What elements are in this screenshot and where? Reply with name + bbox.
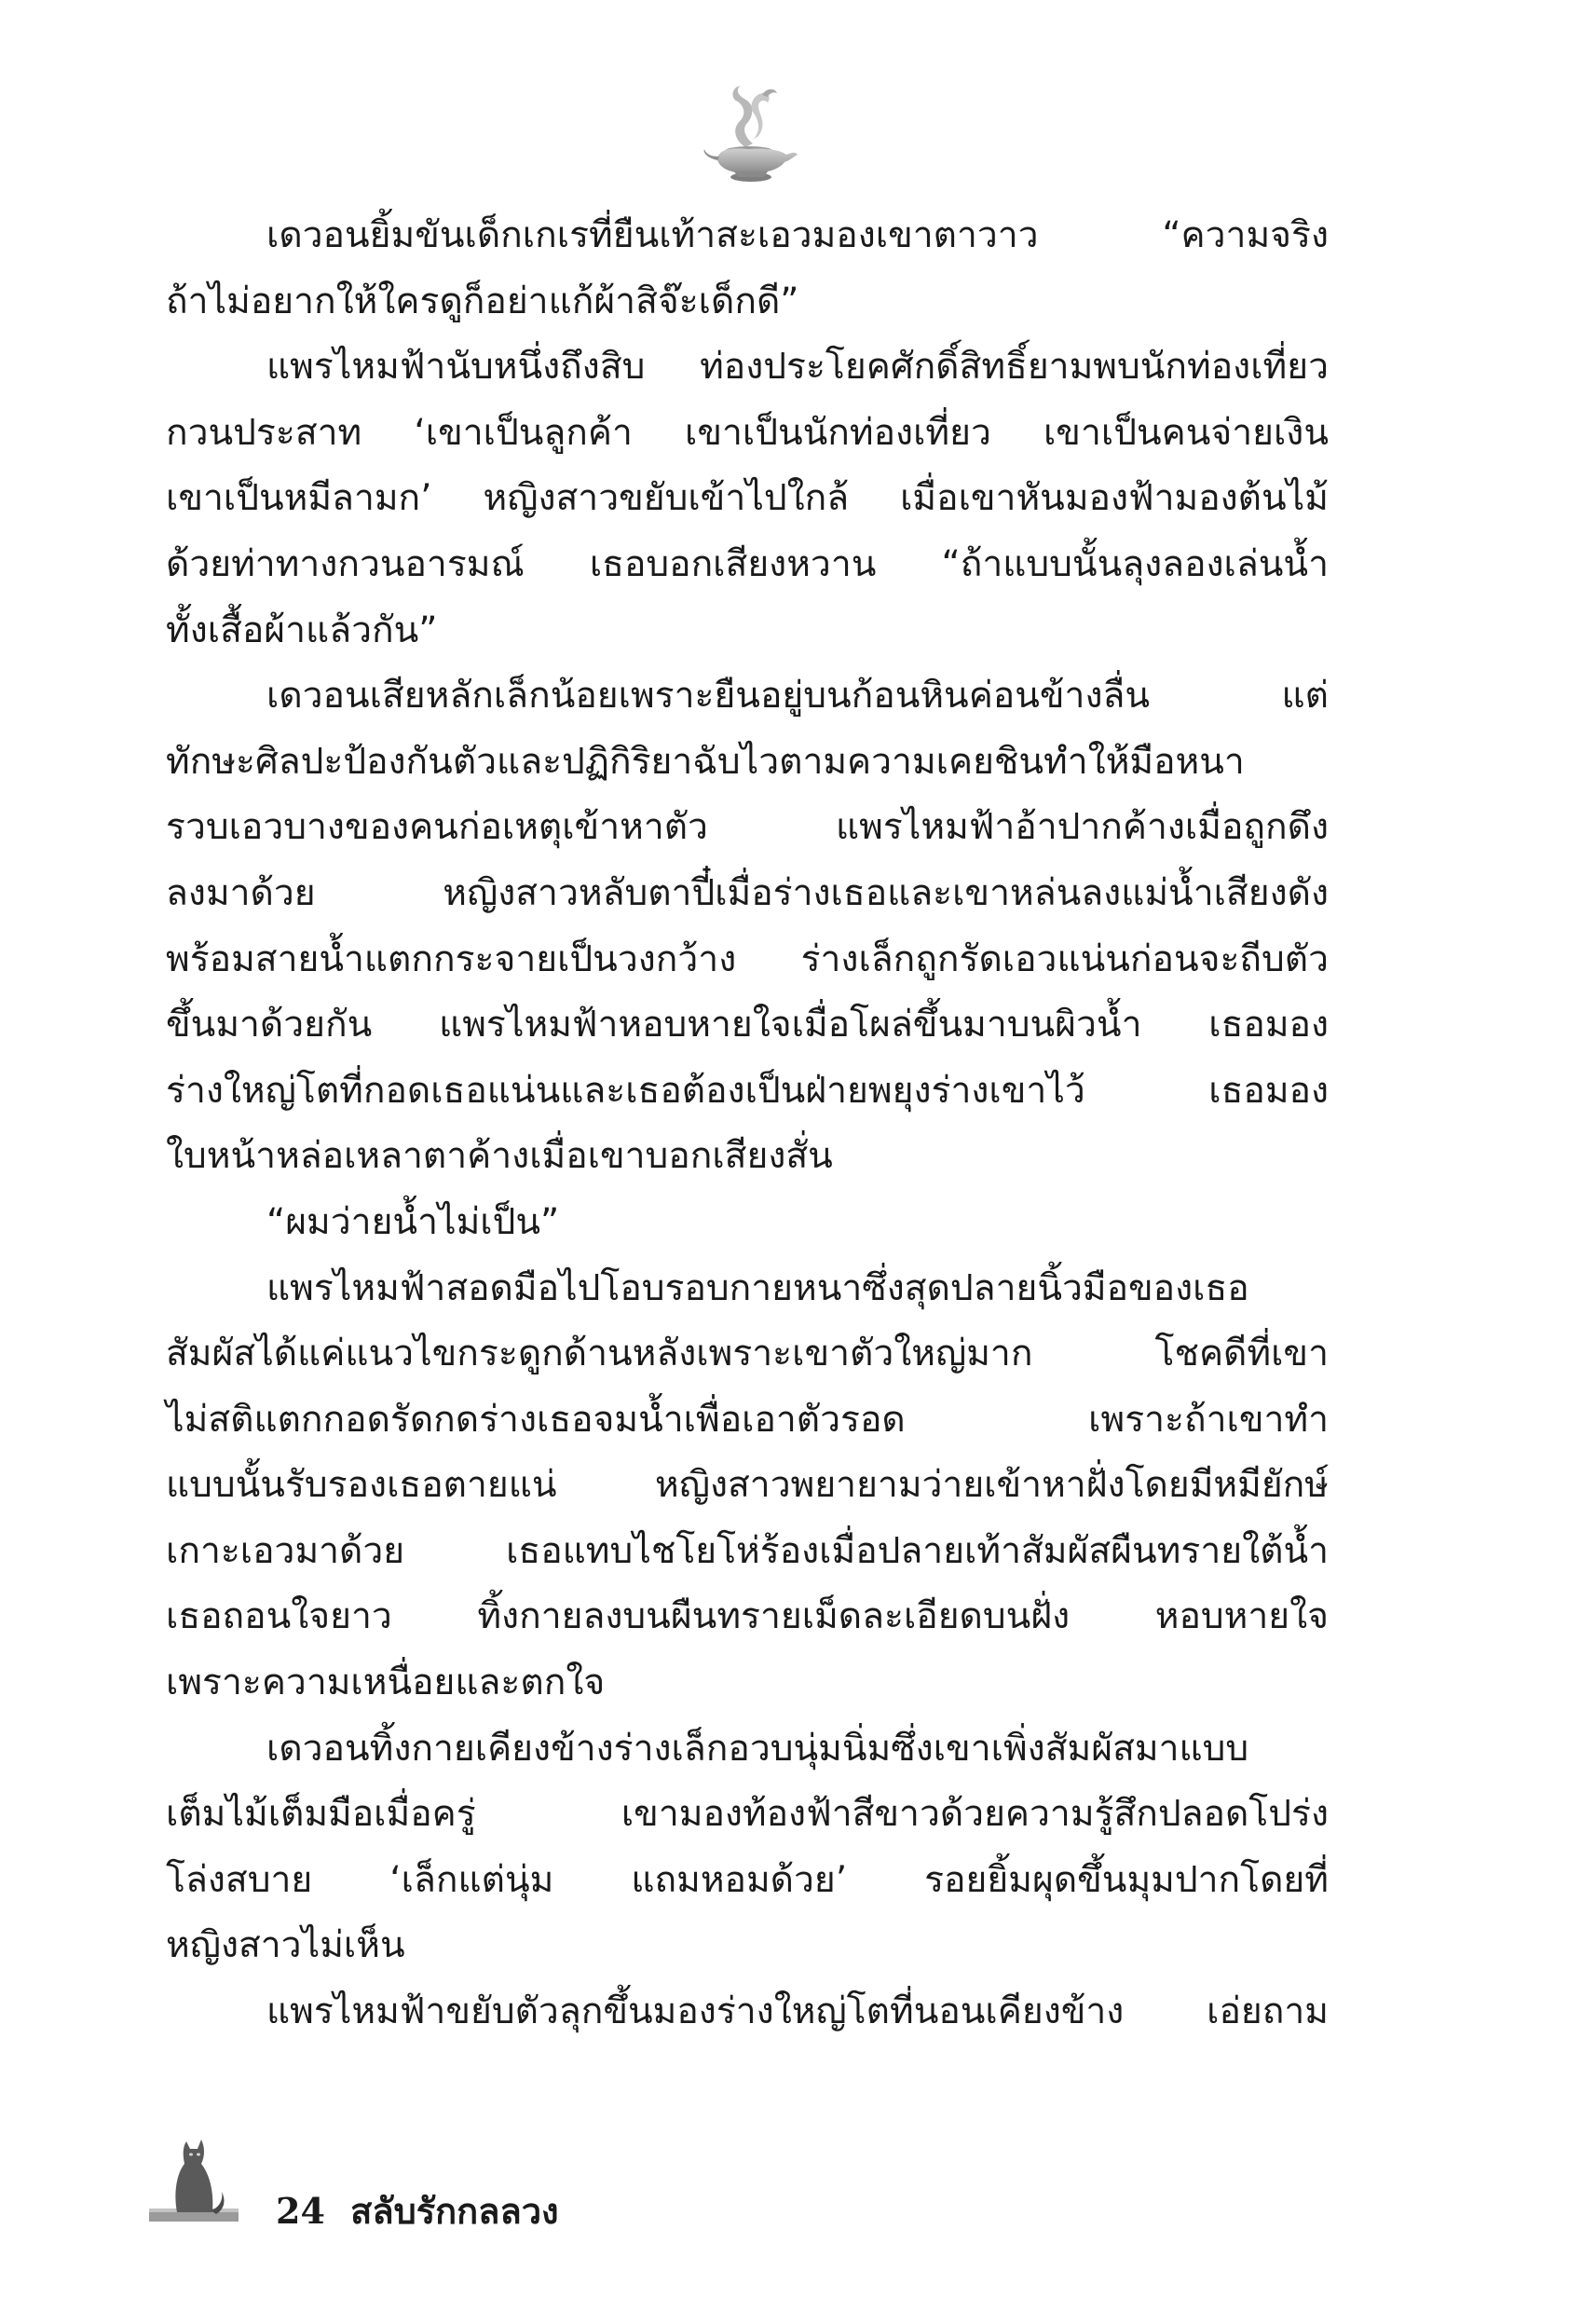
book-title: สลับรักกลลวง <box>350 2190 559 2232</box>
text-line: เพราะความเหนื่อยและตกใจ <box>166 1661 606 1704</box>
text-line: แพรไหมฟ้านับหนึ่งถึงสิบ ท่องประโยคศักดิ์สิทธิ์ยามพบนักท่องเที่ยว <box>266 346 1329 389</box>
text-line: ใบหน้าหล่อเหลาตาค้างเมื่อเขาบอกเสียงสั่น <box>166 1135 833 1178</box>
text-line: พร้อมสายน้ำแตกกระจายเป็นวงกว้าง ร่างเล็กถูกรัดเอวแน่นก่อนจะถีบตัว <box>166 937 1329 980</box>
text-line: ลงมาด้วย หญิงสาวหลับตาปี๋เมื่อร่างเธอและเขาหล่นลงแม่น้ำเสียงดัง <box>166 871 1329 914</box>
text-line: โล่งสบาย ‘เล็กแต่นุ่ม แถมหอมด้วย’ รอยยิ้มผุดขึ้นมุมปากโดยที่ <box>166 1858 1329 1901</box>
text-line: ด้วยท่าทางกวนอารมณ์ เธอบอกเสียงหวาน “ถ้าแบบนั้นลุงลองเล่นน้ำ <box>166 542 1329 585</box>
folio <box>276 2182 559 2239</box>
text-line: กวนประสาท ‘เขาเป็นลูกค้า เขาเป็นนักท่องเที่ยว เขาเป็นคนจ่ายเงิน <box>166 411 1329 454</box>
page-footer <box>149 2126 801 2238</box>
text-line: ถ้าไม่อยากให้ใครดูก็อย่าแก้ผ้าสิจ๊ะเด็กดี” <box>166 280 799 322</box>
text-line: แพรไหมฟ้าขยับตัวลุกขึ้นมองร่างใหญ่โตที่นอนเคียงข้าง เอ่ยถาม <box>266 1990 1329 2033</box>
text-line: ไม่สติแตกกอดรัดกดร่างเธอจมน้ำเพื่อเอาตัวรอด เพราะถ้าเขาทำ <box>166 1398 1329 1441</box>
magic-lamp-icon <box>697 75 799 186</box>
text-line: แพรไหมฟ้าสอดมือไปโอบรอบกายหนาซึ่งสุดปลายนิ้วมือของเธอ <box>266 1266 1249 1309</box>
text-line: เดวอนยิ้มขันเด็กเกเรที่ยืนเท้าสะเอวมองเขาตาวาว “ความจริง <box>266 214 1329 256</box>
text-line: สัมผัสได้แค่แนวไขกระดูกด้านหลังเพราะเขาตัวใหญ่มาก โชคดีที่เขา <box>166 1333 1329 1375</box>
text-line: ทักษะศิลปะป้องกันตัวและปฏิกิริยาฉับไวตามความเคยชินทำให้มือหนา <box>166 740 1245 783</box>
text-line: เต็มไม้เต็มมือเมื่อครู่ เขามองท้องฟ้าสีขาวด้วยความรู้สึกปลอดโปร่ง <box>166 1793 1329 1836</box>
text-line: ทั้งเสื้อผ้าแล้วกัน” <box>166 609 438 651</box>
text-line: เขาเป็นหมีลามก’ หญิงสาวขยับเข้าไปใกล้ เมื่อเขาหันมองฟ้ามองต้นไม้ <box>166 477 1329 520</box>
text-line: ร่างใหญ่โตที่กอดเธอแน่นและเธอต้องเป็นฝ่ายพยุงร่างเขาไว้ เธอมอง <box>166 1069 1329 1112</box>
page-number: 24 <box>276 2190 325 2232</box>
text-line: รวบเอวบางของคนก่อเหตุเข้าหาตัว แพรไหมฟ้าอ้าปากค้างเมื่อถูกดึง <box>166 806 1329 849</box>
text-line: เดวอนทิ้งกายเคียงข้างร่างเล็กอวบนุ่มนิ่มซึ่งเขาเพิ่งสัมผัสมาแบบ <box>266 1727 1249 1770</box>
cat-icon <box>149 2126 239 2229</box>
text-line: เธอถอนใจยาว ทิ้งกายลงบนผืนทรายเม็ดละเอียดบนฝั่ง หอบหายใจ <box>166 1595 1329 1638</box>
chapter-text <box>166 203 1329 2045</box>
text-line: เกาะเอวมาด้วย เธอแทบไชโยโห่ร้องเมื่อปลายเท้าสัมผัสผืนทรายใต้น้ำ <box>166 1529 1329 1572</box>
text-line: เดวอนเสียหลักเล็กน้อยเพราะยืนอยู่บนก้อนหินค่อนข้างลื่น แต่ <box>266 675 1329 718</box>
text-line: หญิงสาวไม่เห็น <box>166 1924 405 1967</box>
text-line: “ผมว่ายน้ำไม่เป็น” <box>266 1200 560 1243</box>
text-line: แบบนั้นรับรองเธอตายแน่ หญิงสาวพยายามว่ายเข้าหาฝั่งโดยมีหมียักษ์ <box>166 1464 1329 1507</box>
text-line: ขึ้นมาด้วยกัน แพรไหมฟ้าหอบหายใจเมื่อโผล่ขึ้นมาบนผิวน้ำ เธอมอง <box>166 1004 1329 1046</box>
